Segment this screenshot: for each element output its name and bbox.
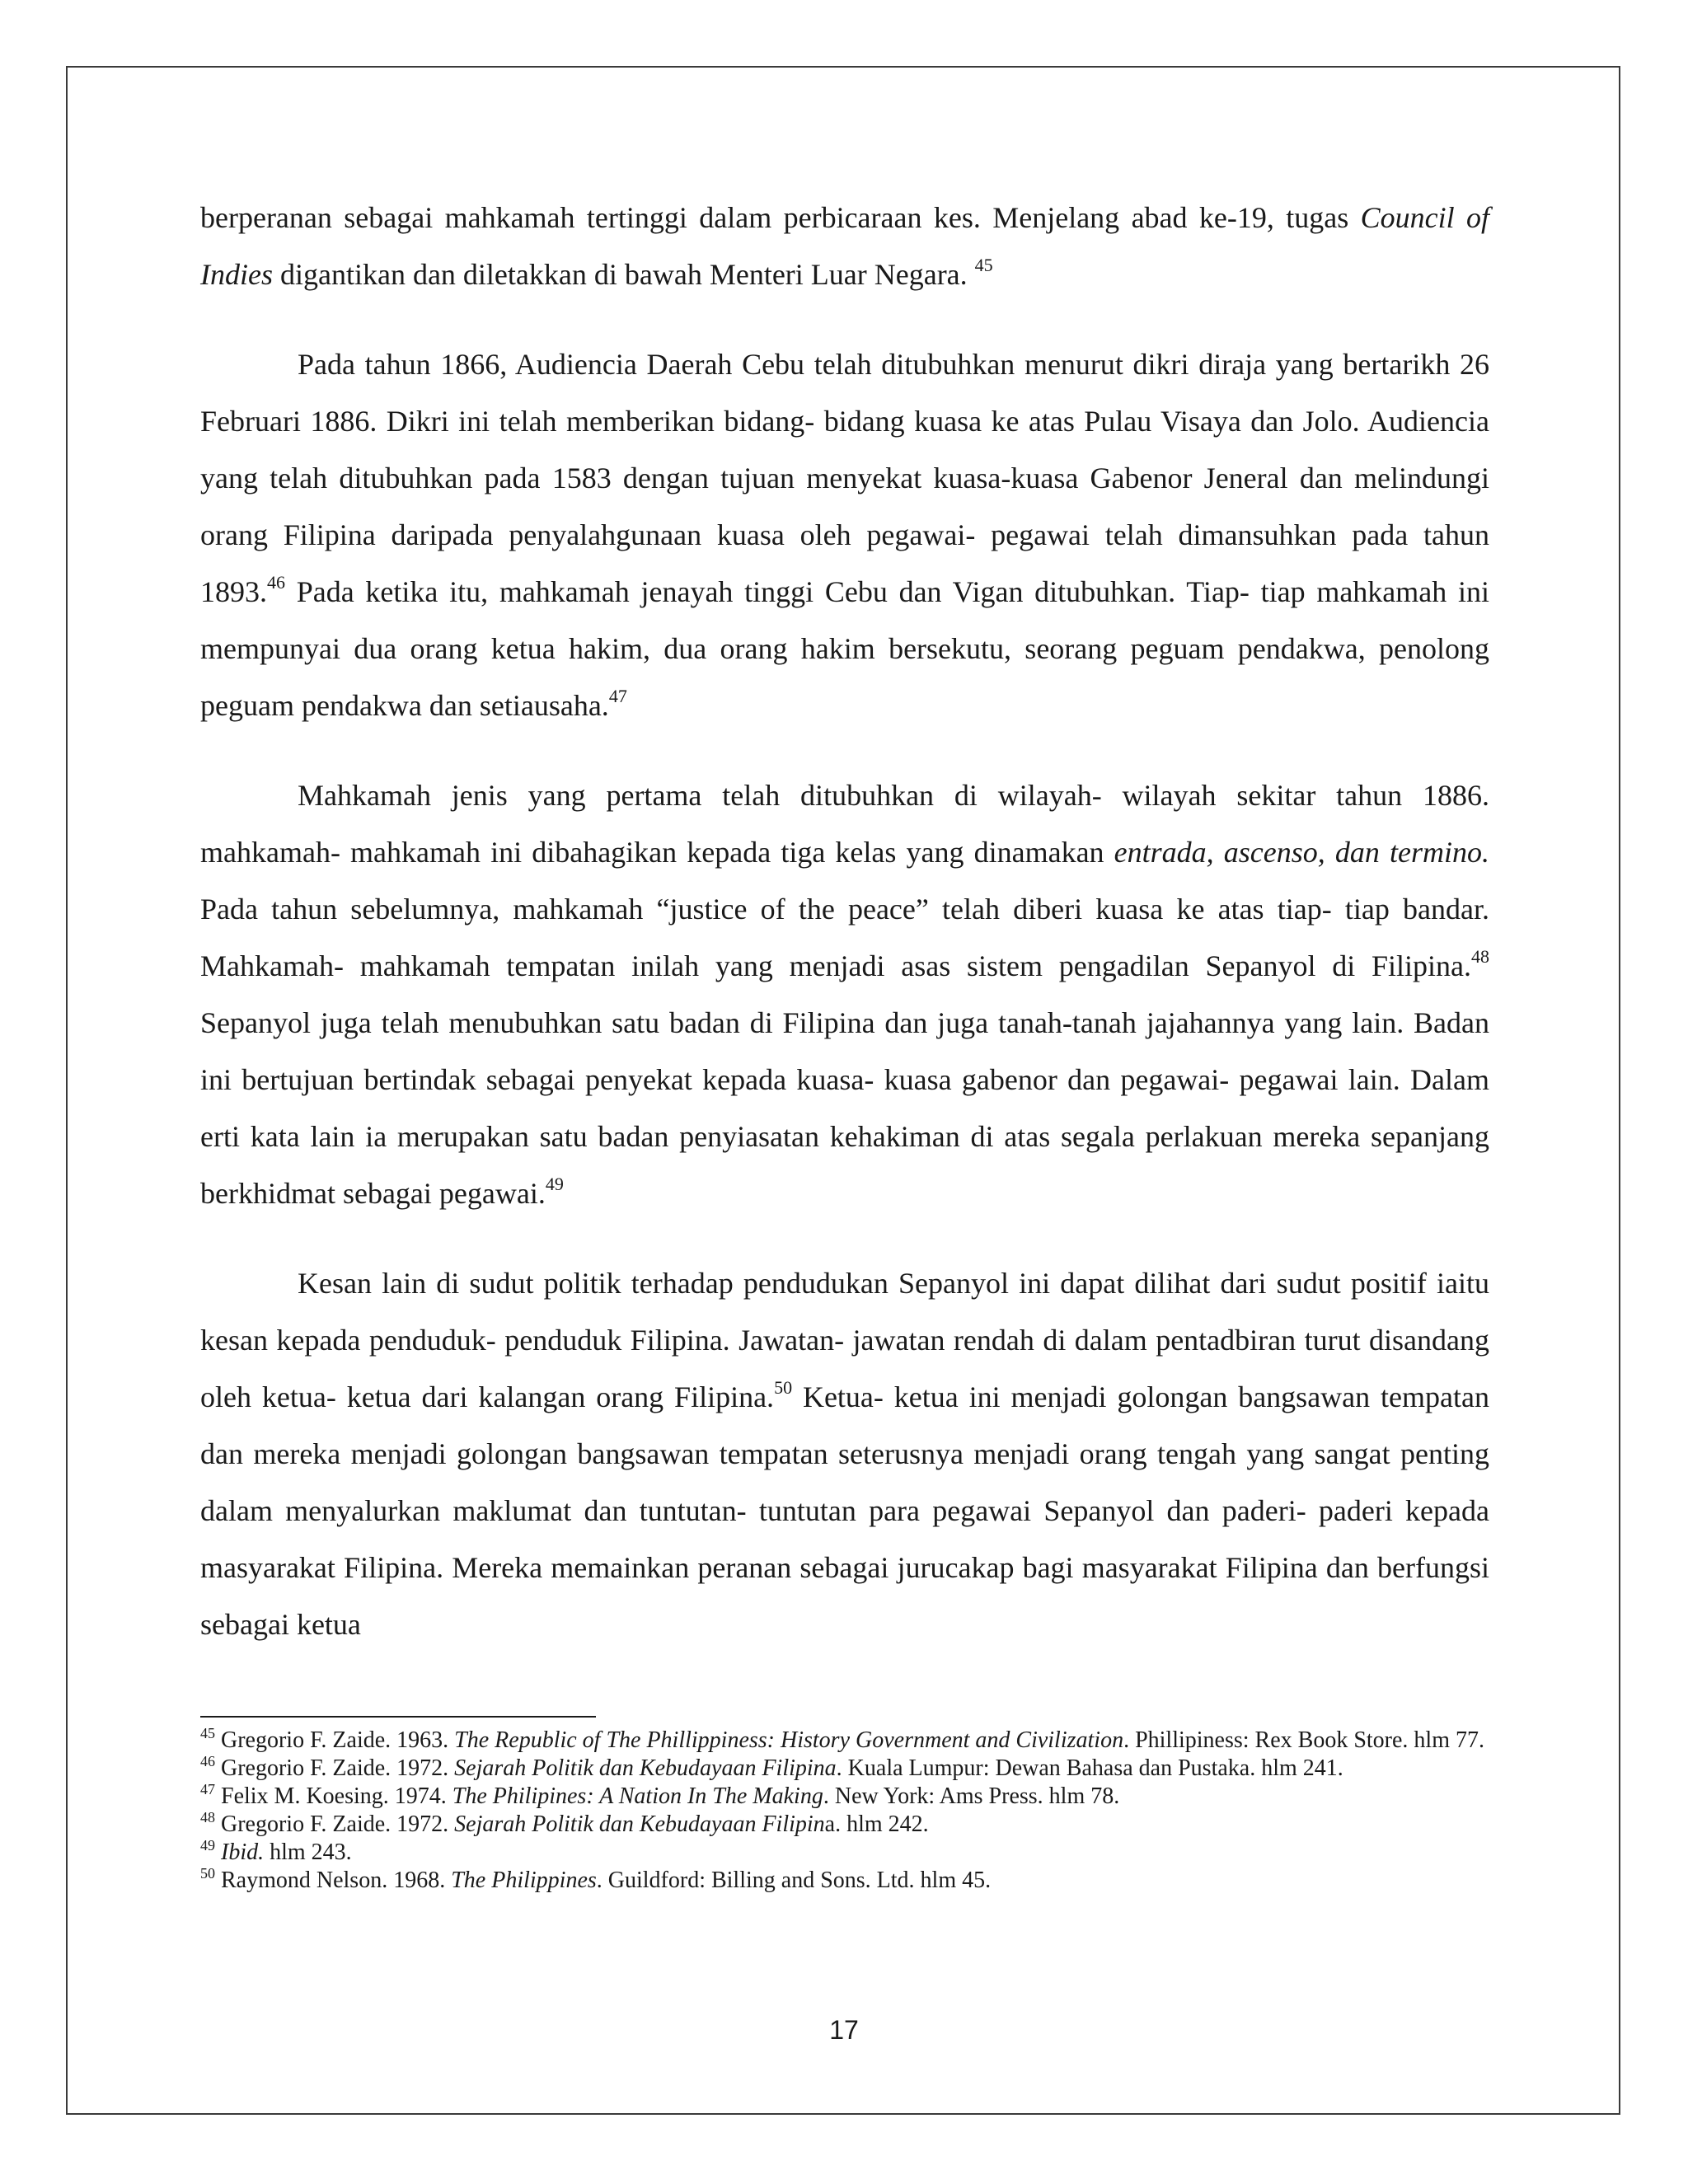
text-run: digantikan dan diletakkan di bawah Menteri Luar Negara. xyxy=(272,258,975,291)
text-run: Gregorio F. Zaide. 1963. xyxy=(215,1727,455,1753)
text-run: Pada ketika itu, mahkamah jenayah tinggi Cebu dan Vigan ditubuhkan. Tiap- tiap mahkamah ini mempunyai dua orang ketua hakim, dua orang hakim bersekutu, seorang peguam pendakwa, penolong peguam pendakwa dan setiausaha. xyxy=(200,575,1489,722)
footnote xyxy=(200,1727,1489,1755)
footnote-marker: 48 xyxy=(1471,946,1489,967)
footnote xyxy=(200,1811,1489,1839)
italic-text: entrada, ascenso, dan termino. xyxy=(1114,836,1489,869)
footnote-marker: 46 xyxy=(200,1753,215,1769)
text-run: . New York: Ams Press. hlm 78. xyxy=(823,1783,1120,1809)
footnote-marker: 45 xyxy=(200,1725,215,1741)
text-run: Raymond Nelson. 1968. xyxy=(215,1868,452,1893)
text-run: a. hlm 242. xyxy=(824,1811,929,1837)
italic-text: Sejarah Politik dan Kebudayaan Filipin xyxy=(454,1811,825,1837)
body-text xyxy=(200,190,1489,1653)
footnote-marker: 47 xyxy=(608,686,627,706)
text-run: . Guildford: Billing and Sons. Ltd. hlm 45. xyxy=(596,1868,992,1893)
paragraph xyxy=(200,336,1489,734)
text-run: Kesan lain di sudut politik terhadap pendudukan Sepanyol ini dapat dilihat dari sudut positif iaitu kesan kepada penduduk- penduduk Filipina. Jawatan- jawatan rendah di dalam pentadbiran turut disandang oleh ketua- ketua dari kalangan orang Filipina. xyxy=(200,1267,1489,1413)
paragraph xyxy=(200,1255,1489,1653)
paragraph xyxy=(200,190,1489,303)
footnote xyxy=(200,1783,1489,1811)
text-run: Sepanyol juga telah menubuhkan satu badan di Filipina dan juga tanah-tanah jajahannya yang lain. Badan ini bertujuan bertindak sebagai penyekat kepada kuasa- kuasa gabenor dan pegawai- pegawai lain. Dalam erti kata lain ia merupakan satu badan penyiasatan kehakiman di atas segala perlakuan mereka sepanjang berkhidmat sebagai pegawai. xyxy=(200,1006,1489,1210)
footnote-marker: 49 xyxy=(200,1837,215,1854)
footnote xyxy=(200,1755,1489,1783)
text-run: Gregorio F. Zaide. 1972. xyxy=(215,1811,455,1837)
text-run: hlm 243. xyxy=(264,1840,352,1865)
footnote-marker: 45 xyxy=(974,255,993,275)
text-run: Felix M. Koesing. 1974. xyxy=(215,1783,452,1809)
text-run: . Kuala Lumpur: Dewan Bahasa dan Pustaka. hlm 241. xyxy=(836,1755,1343,1781)
footnotes xyxy=(200,1727,1489,1895)
text-run: Pada tahun sebelumnya, mahkamah “justice of the peace” telah diberi kuasa ke atas tiap- tiap bandar. Mahkamah- mahkamah tempatan inilah yang menjadi asas sistem pengadilan Sepanyol di Filipina. xyxy=(200,893,1489,982)
paragraph xyxy=(200,767,1489,1222)
text-run: Pada tahun 1866, Audiencia Daerah Cebu telah ditubuhkan menurut dikri diraja yang bertarikh 26 Februari 1886. Dikri ini telah memberikan bidang- bidang kuasa ke atas Pulau Visaya dan Jolo. Audiencia yang telah ditubuhkan pada 1583 dengan tujuan menyekat kuasa-kuasa Gabenor Jeneral dan melindungi orang Filipina daripada penyalahgunaan kuasa oleh pegawai- pegawai telah dimansuhkan pada tahun 1893. xyxy=(200,348,1489,608)
italic-text: The Philippines xyxy=(451,1868,597,1893)
italic-text: Council of Indies xyxy=(200,201,1490,291)
italic-text: Sejarah Politik dan Kebudayaan Filipina xyxy=(454,1755,837,1781)
footnote-marker: 50 xyxy=(200,1865,215,1882)
footnote xyxy=(200,1867,1489,1895)
italic-text: The Republic of The Phillippiness: History Government and Civilization xyxy=(454,1727,1124,1753)
footnote-marker: 49 xyxy=(545,1174,564,1194)
text-run: Ketua- ketua ini menjadi golongan bangsawan tempatan dan mereka menjadi golongan bangsawan tempatan seterusnya menjadi orang tengah yang sangat penting dalam menyalurkan maklumat dan tuntutan- tuntutan para pegawai Sepanyol dan paderi- paderi kepada masyarakat Filipina. Mereka memainkan peranan sebagai jurucakap bagi masyarakat Filipina dan berfungsi sebagai ketua xyxy=(200,1380,1489,1641)
text-run xyxy=(215,1840,221,1865)
italic-text: Ibid. xyxy=(221,1840,265,1865)
footnote-marker: 47 xyxy=(200,1781,215,1797)
italic-text: The Philipines: A Nation In The Making xyxy=(452,1783,823,1809)
footnote-separator xyxy=(200,1716,596,1718)
text-run: . Phillipiness: Rex Book Store. hlm 77. xyxy=(1123,1727,1484,1753)
footnote-marker: 48 xyxy=(200,1809,215,1825)
footnote xyxy=(200,1839,1489,1867)
text-run: berperanan sebagai mahkamah tertinggi dalam perbicaraan kes. Menjelang abad ke-19, tugas xyxy=(200,201,1361,234)
footnote-marker: 50 xyxy=(774,1377,793,1398)
text-run: Mahkamah jenis yang pertama telah ditubuhkan di wilayah- wilayah sekitar tahun 1886. mahkamah- mahkamah ini dibahagikan kepada tiga kelas yang dinamakan xyxy=(200,779,1489,869)
text-run: Gregorio F. Zaide. 1972. xyxy=(215,1755,455,1781)
footnote-marker: 46 xyxy=(267,572,285,593)
page-number: 17 xyxy=(829,2015,859,2045)
